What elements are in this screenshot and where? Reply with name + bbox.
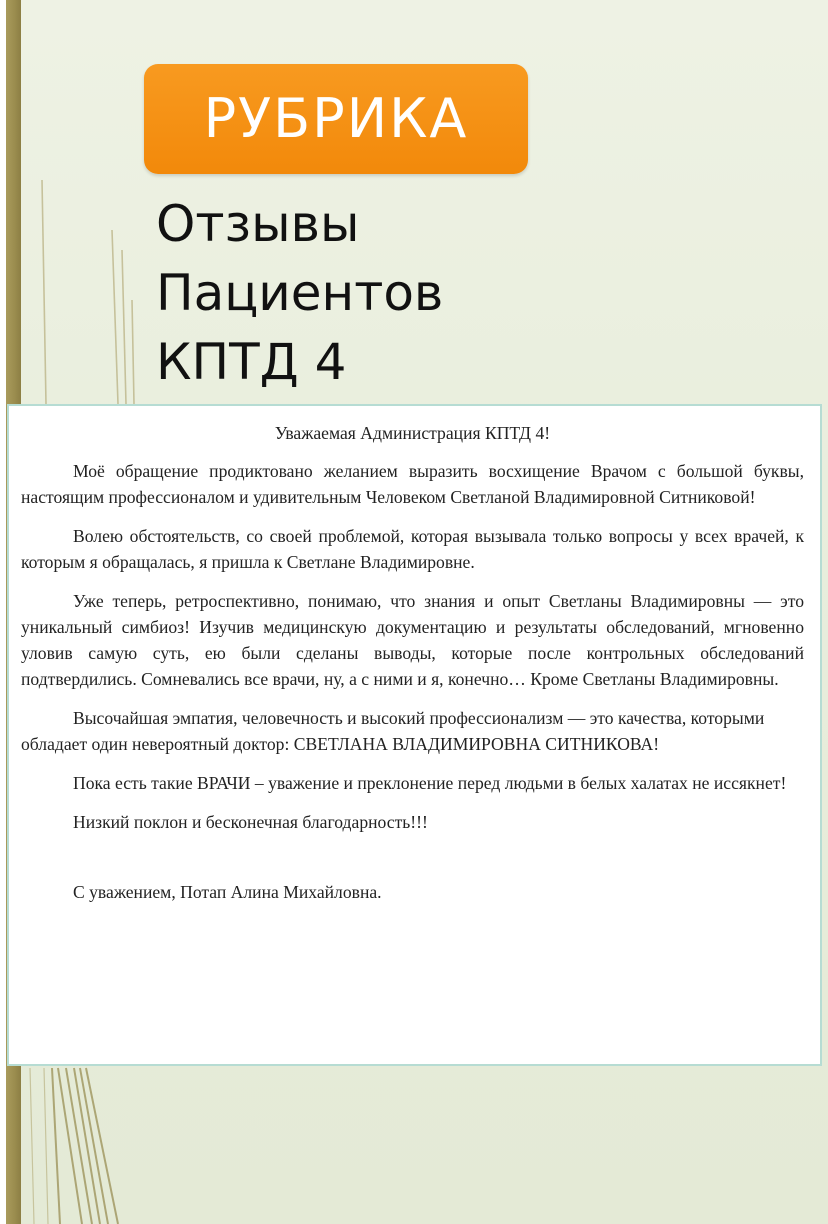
- rubric-label: РУБРИКА: [203, 87, 469, 150]
- letter-paragraph-1: Моё обращение продиктовано желанием выразить восхищение Врачом с большой буквы, настоящим профессионалом и удивительным Человеком Светланой Владимировной Ситниковой!: [21, 461, 804, 507]
- title-line-2: Пациентов: [156, 264, 444, 322]
- rubric-badge: [144, 64, 528, 174]
- letter-paragraph-4: Высочайшая эмпатия, человечность и высокий профессионализм — это качества, которыми обладает один невероятный доктор: СВЕТЛАНА ВЛАДИМИРОВНА СИТНИКОВА!: [21, 708, 765, 754]
- title-line-1: Отзывы: [156, 195, 360, 253]
- letter-signature: С уважением, Потап Алина Михайловна.: [73, 882, 382, 902]
- letter-paragraph-3: Уже теперь, ретроспективно, понимаю, что знания и опыт Светланы Владимировны — это уникальный симбиоз! Изучив медицинскую документацию и результаты обследований, мгновенно уловив самую суть, ею были сделаны выводы, которые после контрольных обследований подтвердились. Сомневались все врачи, ну, а с ними и я, конечно… Кроме Светланы Владимировны.: [21, 591, 804, 689]
- letter-greeting: Уважаемая Администрация КПТД 4!: [274, 423, 551, 443]
- letter-paragraph-2: Волею обстоятельств, со своей проблемой, которая вызывала только вопросы у всех врачей, к которым я обращалась, я пришла к Светлане Владимировне.: [21, 526, 804, 572]
- letter-paragraph-6: Низкий поклон и бесконечная благодарность!!!: [73, 812, 428, 832]
- title-line-3: КПТД 4: [156, 333, 347, 391]
- review-letter: [7, 404, 822, 1066]
- letter-paragraph-5: Пока есть такие ВРАЧИ – уважение и преклонение перед людьми в белых халатах не иссякнет!: [73, 773, 787, 793]
- page-title: [156, 190, 576, 397]
